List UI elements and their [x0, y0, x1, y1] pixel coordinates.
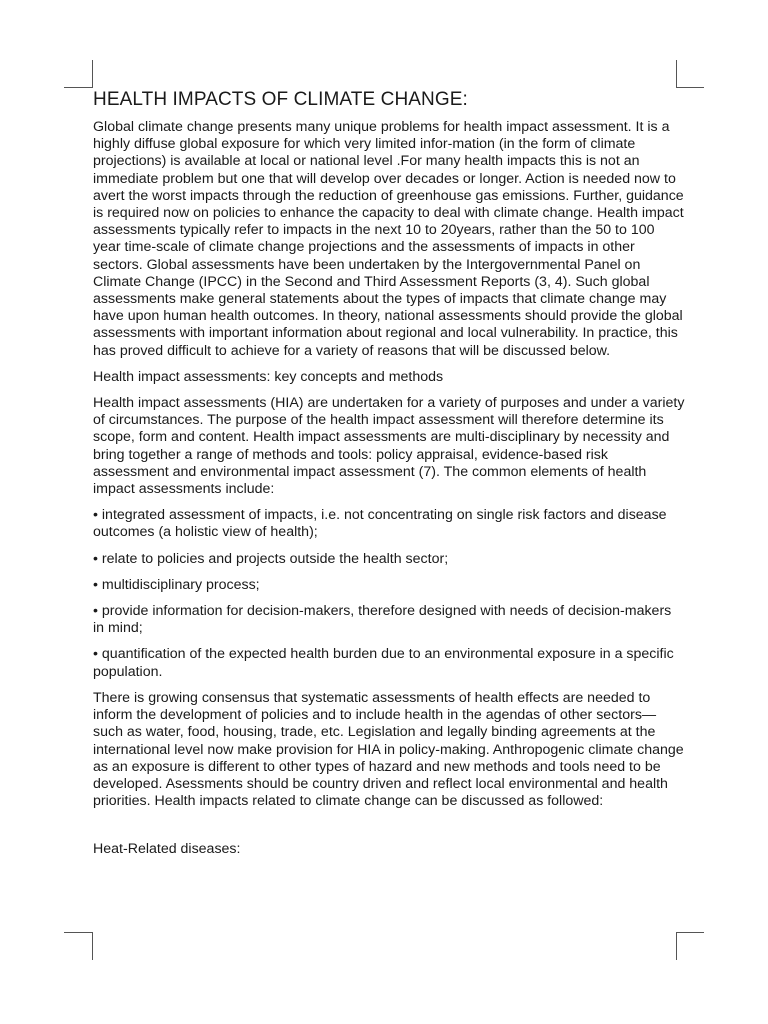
bullet-item-1: • integrated assessment of impacts, i.e. not concentrating on single risk factors and disease outcomes (a holistic view of health); — [93, 507, 667, 541]
spacer — [93, 819, 685, 841]
crop-mark-top-left-horizontal — [64, 87, 92, 88]
intro-paragraph: Global climate change presents many unique problems for health impact assessment. It is a highly diffuse global exposure for which very limited infor-mation (in the form of climate projections) is available at local or national level .For many health impacts this is not an immediate problem but one that will develop over decades or longer. Action is needed now to avert the worst impacts through the reduction of greenhouse gas emissions. Further, guidance is required now on policies to enhance the capacity to deal with climate change. Health impact assessments typically refer to impacts in the next 10 to 20years, rather than the 50 to 100 year time-scale of climate change projections and the assessments of impacts in other sectors. Global assessments have been undertaken by the Intergovernmental Panel on Climate Change (IPCC) in the Second and Third Assessment Reports (3, 4). Such global assessments make general statements about the types of impacts that climate change may have upon human health outcomes. In theory, national assessments should provide the global assessments with important information about regional and local vulnerability. In practice, this has proved difficult to achieve for a variety of reasons that will be discussed below. — [93, 119, 684, 359]
crop-mark-top-left-vertical — [92, 60, 93, 88]
document-title: HEALTH IMPACTS OF CLIMATE CHANGE: — [93, 89, 468, 110]
document-body — [93, 88, 685, 868]
crop-mark-bottom-left-vertical — [92, 932, 93, 960]
crop-mark-top-right-vertical — [676, 60, 677, 88]
subheading: Health impact assessments: key concepts and methods — [93, 368, 444, 385]
consensus-paragraph: There is growing consensus that systematic assessments of health effects are needed to inform the development of policies and to include health in the agendas of other sectors—such as water, food, housing, trade, etc. Legislation and legally binding agreements at the international level now make provision for HIA in policy-making. Anthropogenic climate change as an exposure is different to other types of hazard and new methods and tools need to be developed. Asessments should be country driven and reflect local environmental and health priorities. Health impacts related to climate change can be discussed as followed: — [93, 689, 684, 810]
section-heading: Heat-Related diseases: — [93, 841, 241, 858]
crop-mark-bottom-right-horizontal — [676, 932, 704, 933]
hia-paragraph: Health impact assessments (HIA) are undertaken for a variety of purposes and under a variety of circumstances. The purpose of the health impact assessment will therefore determine its scope, form and content. Health impact assessments are multi-disciplinary by necessity and bring together a range of methods and tools: policy appraisal, evidence-based risk assessment and environmental impact assessment (7). The common elements of health impact assessments include: — [93, 395, 685, 498]
bullet-item-2: • relate to policies and projects outside the health sector; — [93, 550, 449, 567]
crop-mark-bottom-left-horizontal — [64, 932, 92, 933]
bullet-item-4: • provide information for decision-makers, therefore designed with needs of decision-makers in mind; — [93, 603, 672, 637]
bullet-item-3: • multidisciplinary process; — [93, 576, 260, 593]
bullet-item-5: • quantification of the expected health burden due to an environmental exposure in a specific population. — [93, 646, 674, 680]
crop-mark-bottom-right-vertical — [676, 932, 677, 960]
